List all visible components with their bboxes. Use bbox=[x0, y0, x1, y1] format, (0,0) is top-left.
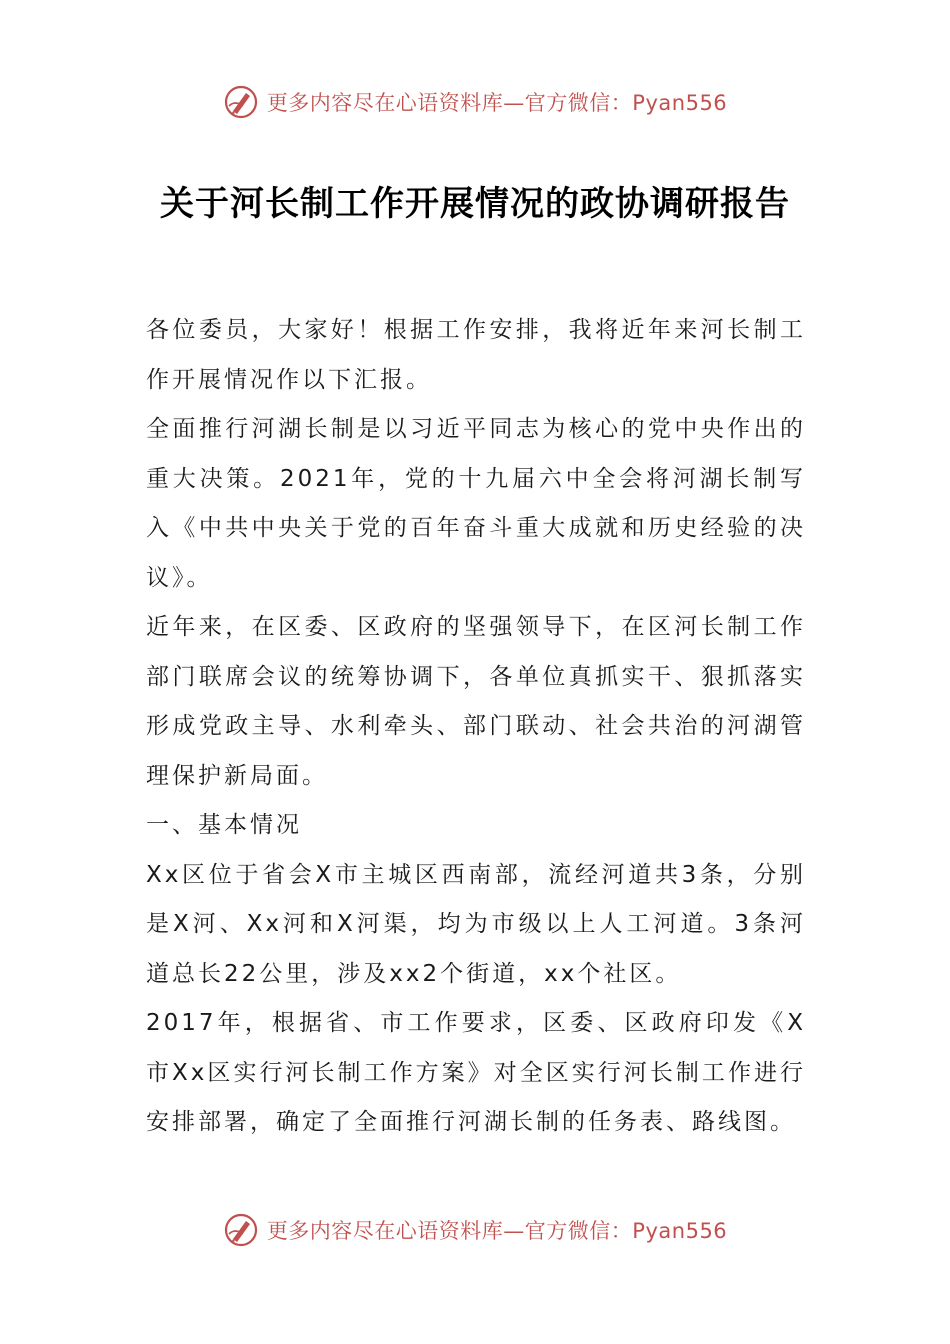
pen-logo-icon bbox=[223, 1212, 259, 1248]
paragraph-background: 全面推行河湖长制是以习近平同志为核心的党中央作出的重大决策。2021年，党的十九届六中全会将河湖长制写入《中共中央关于党的百年奋斗重大成就和历史经验的决议》。 bbox=[146, 416, 806, 591]
paragraph-district-rivers: Xx区位于省会X市主城区西南部，流经河道共3条，分别是X河、Xx河和X河渠，均为市级以上人工河道。3条河道总长22公里，涉及xx2个街道，xx个社区。 bbox=[146, 861, 806, 987]
pen-logo-icon bbox=[223, 84, 259, 120]
watermark-text: 更多内容尽在心语资料库—官方微信：Pyan556 bbox=[266, 1219, 728, 1243]
paragraph-greeting: 各位委员，大家好！根据工作安排，我将近年来河长制工作开展情况作以下汇报。 bbox=[146, 317, 806, 393]
header-watermark-banner bbox=[0, 80, 950, 124]
footer-watermark-banner bbox=[0, 1208, 950, 1252]
watermark-text: 更多内容尽在心语资料库—官方微信：Pyan556 bbox=[266, 91, 728, 115]
document-body bbox=[146, 306, 806, 1148]
paragraph-2017-plan: 2017年，根据省、市工作要求，区委、区政府印发《X市Xx区实行河长制工作方案》对全区实行河长制工作进行安排部署，确定了全面推行河湖长制的任务表、路线图。 bbox=[146, 1010, 806, 1135]
section-heading-basic-situation: 一、基本情况 bbox=[146, 812, 302, 838]
paragraph-overview: 近年来，在区委、区政府的坚强领导下，在区河长制工作部门联席会议的统筹协调下，各单位真抓实干、狠抓落实形成党政主导、水利牵头、部门联动、社会共治的河湖管理保护新局面。 bbox=[146, 614, 806, 789]
document-title: 关于河长制工作开展情况的政协调研报告 bbox=[160, 184, 790, 224]
